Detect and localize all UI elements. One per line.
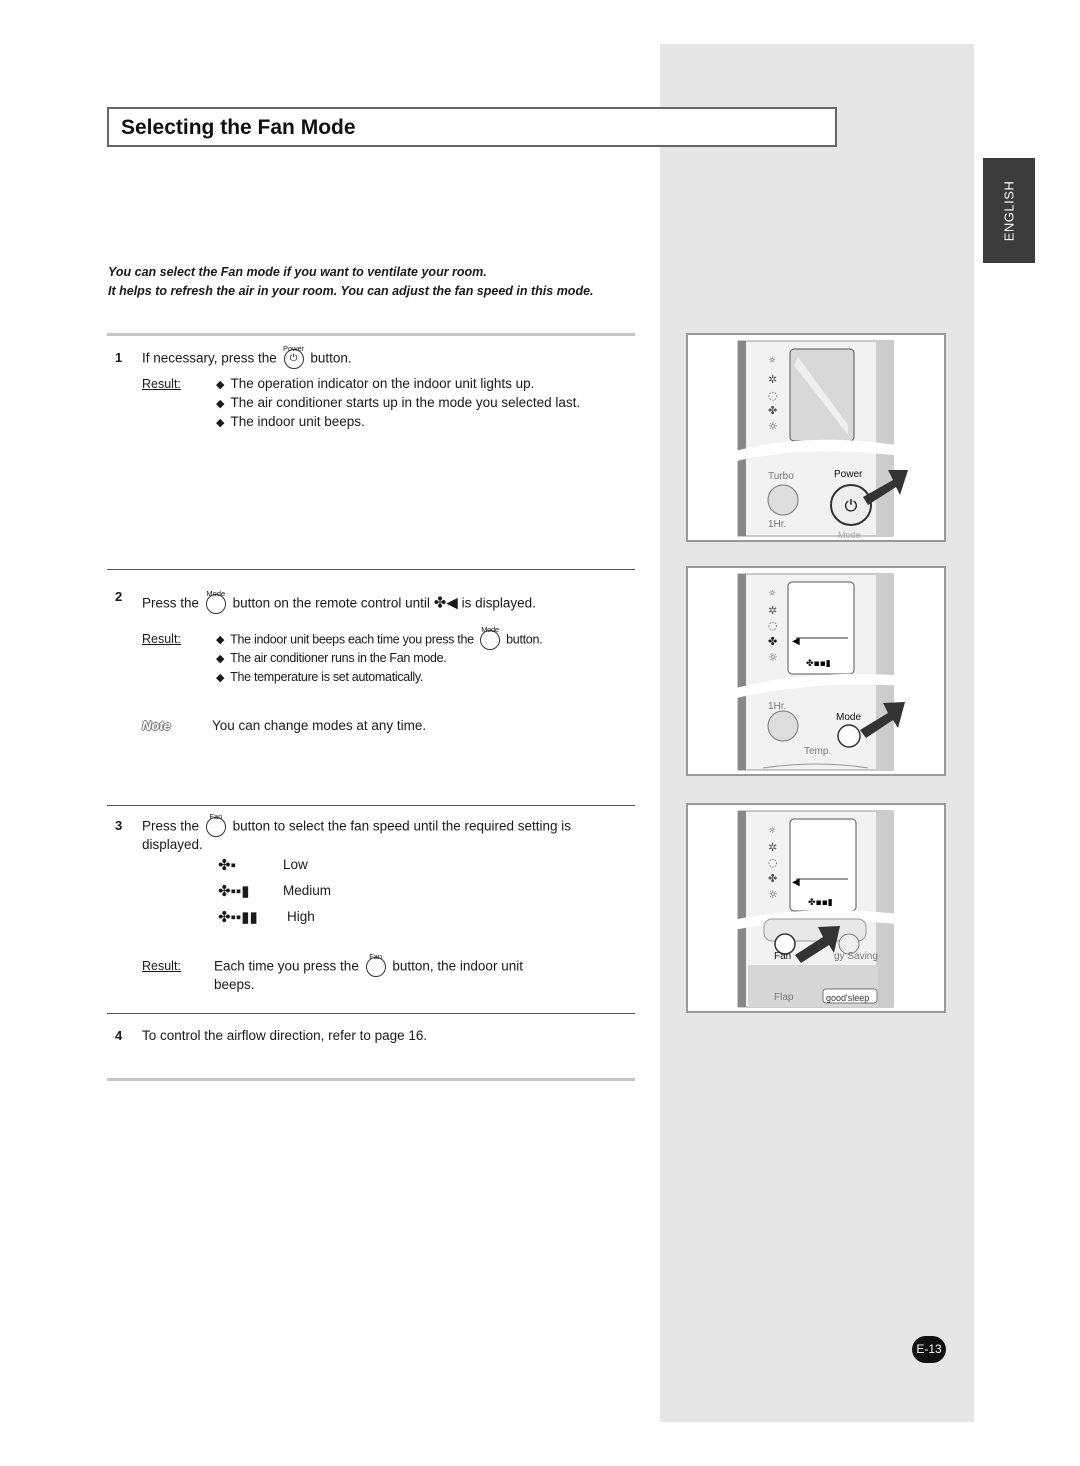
- step-1-instruction: If necessary, press the Power ⏻ button.: [142, 349, 352, 369]
- list-item: ◆ The indoor unit beeps each time you press the Mode button.: [216, 630, 542, 650]
- good-sleep-label: good'sleep: [826, 993, 870, 1003]
- list-item: ◆ The air conditioner starts up in the mode you selected last.: [216, 395, 581, 410]
- step-3-instruction: Press the Fan button to select the fan speed until the required setting is: [142, 817, 571, 837]
- note-text: You can change modes at any time.: [212, 718, 427, 733]
- mode-button-icon: Mode: [480, 630, 500, 650]
- svg-text:◀: ◀: [792, 636, 800, 647]
- flap-label: Flap: [774, 992, 794, 1003]
- intro-line-2: It helps to refresh the air in your room. You can adjust the fan speed in this mode.: [108, 284, 594, 298]
- page-number: E-13: [912, 1336, 946, 1363]
- energy-saving-label: gy Saving: [834, 951, 878, 962]
- speed-label: Medium: [283, 883, 332, 898]
- svg-text:◌: ◌: [768, 619, 778, 632]
- remote-power-drawing: [688, 335, 944, 540]
- svg-text:✲: ✲: [768, 373, 778, 386]
- fan-speed-low-icon: ✤▪: [218, 857, 236, 874]
- step-number: 3: [115, 818, 123, 833]
- fan-mode-icon: ✤◀: [433, 594, 458, 612]
- svg-text:☼: ☼: [768, 826, 777, 836]
- timer-label: 1Hr.: [768, 519, 787, 530]
- power-button-icon: Power ⏻: [284, 349, 304, 369]
- speed-label: Low: [283, 857, 308, 872]
- divider: [107, 333, 635, 336]
- result-label: Result:: [142, 959, 181, 973]
- list-item: ◆ The indoor unit beeps.: [216, 414, 365, 429]
- list-item: ◆ The operation indicator on the indoor unit lights up.: [216, 376, 535, 391]
- svg-text:✲: ✲: [768, 604, 778, 617]
- step-4-instruction: To control the airflow direction, refer to page 16.: [142, 1028, 428, 1043]
- divider: [107, 1013, 635, 1014]
- speed-label: High: [287, 909, 315, 924]
- mode-button-icon: Mode: [206, 594, 226, 614]
- list-item: ◆ The air conditioner runs in the Fan mode.: [216, 651, 447, 665]
- svg-text:◌: ◌: [768, 856, 778, 869]
- turbo-label: Turbo: [768, 471, 794, 482]
- result-label: Result:: [142, 632, 181, 646]
- svg-text:☼: ☼: [768, 888, 778, 901]
- divider: [107, 805, 635, 806]
- divider: [107, 1078, 635, 1081]
- fan-button-icon: Fan: [366, 957, 386, 977]
- svg-text:✤▪▪▮: ✤▪▪▮: [808, 898, 833, 908]
- temp-label: Temp.: [804, 746, 832, 757]
- page-title: Selecting the Fan Mode: [121, 116, 356, 139]
- remote-illustration-fan: [686, 803, 946, 1013]
- step-3-result: Each time you press the Fan button, the indoor unit: [214, 957, 523, 977]
- step-3-result-cont: beeps.: [214, 977, 255, 992]
- step-number: 2: [115, 589, 123, 604]
- section-title-box: [107, 107, 837, 147]
- svg-text:✤: ✤: [768, 872, 778, 885]
- power-label: Power: [834, 469, 863, 480]
- svg-text:◌: ◌: [768, 389, 778, 402]
- result-label: Result:: [142, 377, 181, 391]
- svg-text:☼: ☼: [768, 651, 778, 664]
- step-number: 1: [115, 350, 123, 365]
- svg-text:✲: ✲: [768, 841, 778, 854]
- divider: [107, 569, 635, 570]
- fan-speed-medium-icon: ✤▪▪▮: [218, 883, 250, 900]
- svg-text:✤: ✤: [768, 635, 778, 648]
- fan-label: Fan: [774, 951, 792, 962]
- svg-text:◀: ◀: [792, 877, 800, 888]
- step-2-instruction: Press the Mode button on the remote control until ✤◀ is displayed.: [142, 594, 536, 614]
- svg-text:☼: ☼: [768, 589, 777, 599]
- svg-text:✤▪▪▮: ✤▪▪▮: [806, 659, 831, 669]
- step-3-instruction-cont: displayed.: [142, 837, 203, 852]
- remote-illustration-mode: [686, 566, 946, 776]
- svg-text:✤: ✤: [768, 404, 778, 417]
- list-item: ◆ The temperature is set automatically.: [216, 670, 424, 684]
- intro-line-1: You can select the Fan mode if you want to ventilate your room.: [108, 265, 487, 279]
- mode-label: Mode: [836, 712, 862, 723]
- svg-text:☼: ☼: [768, 420, 778, 433]
- svg-text:☼: ☼: [768, 356, 777, 366]
- note-label: Note: [142, 718, 171, 733]
- remote-mode-drawing: [688, 568, 944, 774]
- language-tab: ENGLISH: [983, 158, 1035, 263]
- remote-illustration-power: [686, 333, 946, 542]
- svg-text:⏻: ⏻: [844, 496, 858, 515]
- timer-label: 1Hr.: [768, 701, 787, 712]
- step-number: 4: [115, 1028, 123, 1043]
- mode-label: Mode: [838, 530, 861, 540]
- fan-button-icon: Fan: [206, 817, 226, 837]
- fan-speed-high-icon: ✤▪▪▮▮: [218, 909, 258, 926]
- remote-fan-drawing: [688, 805, 944, 1011]
